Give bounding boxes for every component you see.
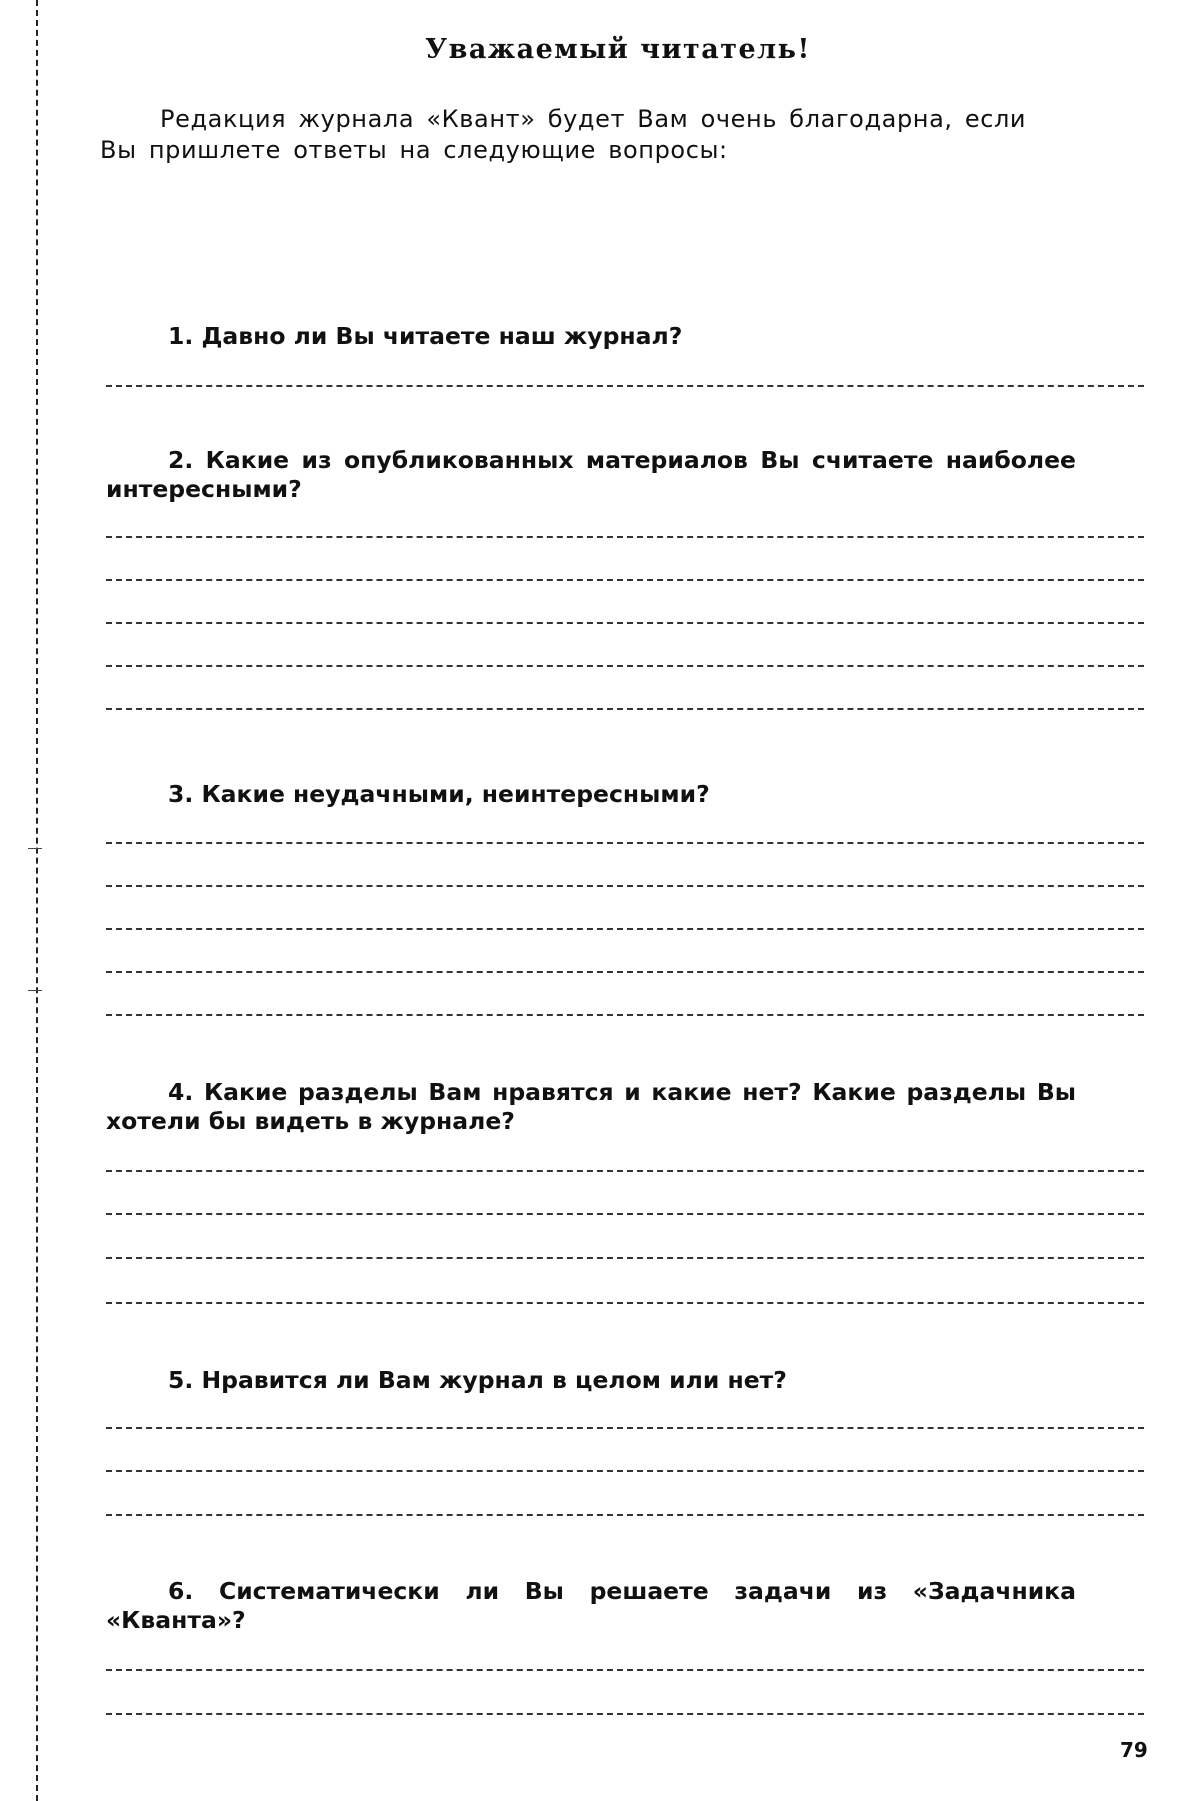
answer-line-q5[interactable] xyxy=(106,1514,1144,1516)
question-6: 6. Систематически ли Вы решаете задачи из «Задачника «Кванта»? xyxy=(106,1577,1076,1634)
answer-line-q3[interactable] xyxy=(106,885,1144,887)
answer-line-q2[interactable] xyxy=(106,579,1144,581)
question-1: 1. Давно ли Вы читаете наш журнал? xyxy=(168,322,683,350)
cut-tick xyxy=(28,848,42,849)
answer-line-q3[interactable] xyxy=(106,971,1144,973)
question-3: 3. Какие неудачными, неинтересными? xyxy=(168,780,710,808)
question-4: 4. Какие разделы Вам нравятся и какие нет? Какие разделы Вы хотели бы видеть в журнале? xyxy=(106,1078,1076,1135)
answer-line-q4[interactable] xyxy=(106,1213,1144,1215)
answer-line-q3[interactable] xyxy=(106,842,1144,844)
intro-text xyxy=(100,104,1080,166)
question-2: 2. Какие из опубликованных материалов Вы считаете наиболее интересными? xyxy=(106,446,1076,503)
intro-line-1: Редакция журнала «Квант» будет Вам очень благодарна, если xyxy=(160,105,1027,133)
answer-line-q5[interactable] xyxy=(106,1470,1144,1472)
answer-line-q1[interactable] xyxy=(106,385,1144,387)
answer-line-q2[interactable] xyxy=(106,622,1144,624)
answer-line-q2[interactable] xyxy=(106,536,1144,538)
answer-line-q3[interactable] xyxy=(106,928,1144,930)
page-title: Уважаемый читатель! xyxy=(425,34,811,65)
answer-line-q6[interactable] xyxy=(106,1669,1144,1671)
answer-line-q5[interactable] xyxy=(106,1427,1144,1429)
intro-line-2: Вы пришлете ответы на следующие вопросы: xyxy=(100,136,728,164)
answer-line-q2[interactable] xyxy=(106,665,1144,667)
answer-line-q4[interactable] xyxy=(106,1302,1144,1304)
question-5: 5. Нравится ли Вам журнал в целом или нет? xyxy=(168,1366,787,1394)
answer-line-q2[interactable] xyxy=(106,708,1144,710)
answer-line-q6[interactable] xyxy=(106,1713,1144,1715)
answer-line-q4[interactable] xyxy=(106,1170,1144,1172)
answer-line-q4[interactable] xyxy=(106,1257,1144,1259)
cut-tick xyxy=(28,990,42,991)
page-number: 79 xyxy=(1120,1738,1148,1762)
cut-line xyxy=(36,0,38,1801)
answer-line-q3[interactable] xyxy=(106,1014,1144,1016)
